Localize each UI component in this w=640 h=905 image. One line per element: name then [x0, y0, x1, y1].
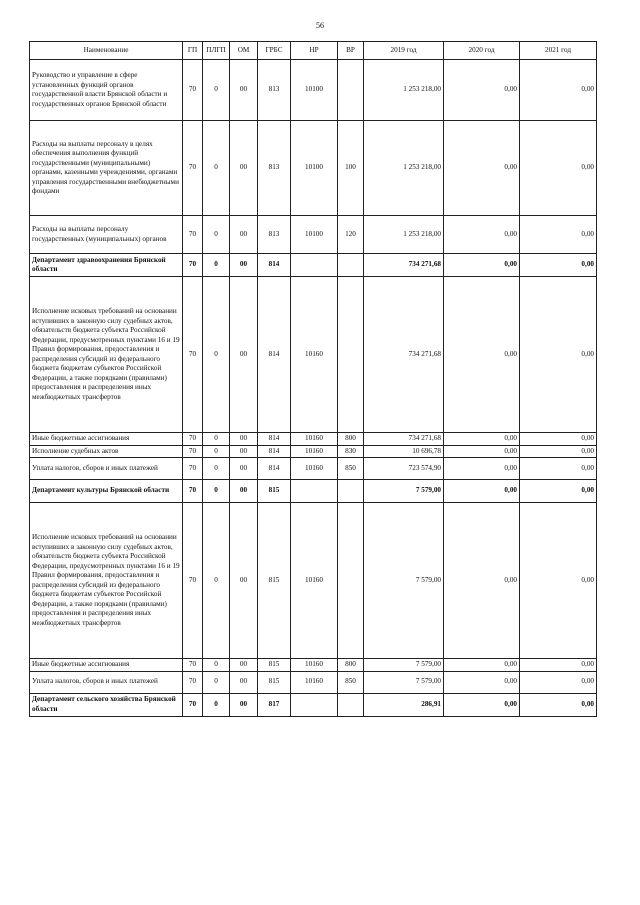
row-plgp: 0: [203, 659, 230, 672]
row-plgp: 0: [203, 433, 230, 446]
row-nr: 10100: [291, 60, 338, 121]
row-grbs: 814: [258, 254, 291, 277]
table-row: [30, 216, 597, 254]
row-vr: 120: [338, 216, 364, 254]
row-2021: 0,00: [520, 254, 597, 277]
row-om: 00: [230, 277, 258, 433]
row-nr: [291, 254, 338, 277]
row-nr: 10160: [291, 659, 338, 672]
table-row: [30, 659, 597, 672]
table-row: [30, 671, 597, 693]
row-nr: 10160: [291, 445, 338, 458]
table-row: [30, 693, 597, 716]
row-gp: 70: [183, 458, 203, 480]
row-2020: 0,00: [444, 458, 520, 480]
row-2021: 0,00: [520, 216, 597, 254]
row-2019: 7 579,00: [364, 503, 444, 659]
header-name: Наименование: [30, 42, 183, 60]
row-vr: 800: [338, 433, 364, 446]
row-nr: 10160: [291, 671, 338, 693]
row-name: Департамент сельского хозяйства Брянской области: [30, 693, 183, 716]
row-name: Расходы на выплаты персоналу государственных (муниципальных) органов: [30, 216, 183, 254]
row-gp: 70: [183, 277, 203, 433]
row-vr: 850: [338, 671, 364, 693]
row-grbs: 813: [258, 60, 291, 121]
row-plgp: 0: [203, 671, 230, 693]
row-om: 00: [230, 503, 258, 659]
row-gp: 70: [183, 693, 203, 716]
row-grbs: 817: [258, 693, 291, 716]
row-grbs: 814: [258, 277, 291, 433]
row-plgp: 0: [203, 60, 230, 121]
row-gp: 70: [183, 503, 203, 659]
row-2019: 1 253 218,00: [364, 60, 444, 121]
row-2021: 0,00: [520, 693, 597, 716]
row-plgp: 0: [203, 121, 230, 216]
row-2021: 0,00: [520, 659, 597, 672]
header-plgp: ПЛГП: [203, 42, 230, 60]
budget-table: [29, 41, 597, 717]
row-2021: 0,00: [520, 445, 597, 458]
row-plgp: 0: [203, 254, 230, 277]
table-row: [30, 60, 597, 121]
row-nr: 10160: [291, 433, 338, 446]
row-nr: 10160: [291, 277, 338, 433]
row-om: 00: [230, 458, 258, 480]
row-nr: 10160: [291, 458, 338, 480]
row-2020: 0,00: [444, 503, 520, 659]
row-name: Исполнение исковых требований на основании вступивших в законную силу судебных актов, обязательств бюджета субъекта Российской Федерации, предусмотренных пунктами 16 и 19 Правил формирования, предоставления и распределения субсидий из федерального бюджета бюджетам субъектов Российской Федерации, а также порядками (правилами) предоставления и распределения иных межбюджетных трансфертов: [30, 277, 183, 433]
row-2019: 734 271,68: [364, 433, 444, 446]
row-2020: 0,00: [444, 254, 520, 277]
row-gp: 70: [183, 659, 203, 672]
row-2020: 0,00: [444, 693, 520, 716]
row-plgp: 0: [203, 693, 230, 716]
row-vr: 850: [338, 458, 364, 480]
row-2020: 0,00: [444, 277, 520, 433]
row-name: Иные бюджетные ассигнования: [30, 433, 183, 446]
row-gp: 70: [183, 254, 203, 277]
row-om: 00: [230, 121, 258, 216]
row-2020: 0,00: [444, 671, 520, 693]
row-om: 00: [230, 480, 258, 503]
row-gp: 70: [183, 216, 203, 254]
row-nr: 10100: [291, 121, 338, 216]
row-2019: 1 253 218,00: [364, 121, 444, 216]
row-nr: [291, 693, 338, 716]
row-grbs: 814: [258, 433, 291, 446]
row-plgp: 0: [203, 277, 230, 433]
row-vr: [338, 277, 364, 433]
row-om: 00: [230, 60, 258, 121]
row-2021: 0,00: [520, 480, 597, 503]
row-plgp: 0: [203, 503, 230, 659]
row-grbs: 815: [258, 480, 291, 503]
table-row: [30, 458, 597, 480]
row-om: 00: [230, 216, 258, 254]
row-gp: 70: [183, 60, 203, 121]
row-2019: 723 574,90: [364, 458, 444, 480]
row-nr: 10160: [291, 503, 338, 659]
row-plgp: 0: [203, 445, 230, 458]
row-vr: [338, 693, 364, 716]
header-nr: НР: [291, 42, 338, 60]
row-vr: 800: [338, 659, 364, 672]
row-2021: 0,00: [520, 60, 597, 121]
row-2021: 0,00: [520, 121, 597, 216]
table-row: [30, 433, 597, 446]
row-2020: 0,00: [444, 60, 520, 121]
row-2019: 7 579,00: [364, 671, 444, 693]
row-name: Руководство и управление в сфере установленных функций органов государственной власти Брянской области и государственных органов Брянской области: [30, 60, 183, 121]
row-om: 00: [230, 659, 258, 672]
row-2020: 0,00: [444, 433, 520, 446]
row-gp: 70: [183, 445, 203, 458]
row-2020: 0,00: [444, 121, 520, 216]
row-vr: [338, 254, 364, 277]
row-gp: 70: [183, 671, 203, 693]
table-header-row: [30, 42, 597, 60]
page-number: 56: [316, 21, 324, 30]
row-2019: 286,91: [364, 693, 444, 716]
row-2019: 7 579,00: [364, 480, 444, 503]
row-grbs: 814: [258, 458, 291, 480]
row-2021: 0,00: [520, 503, 597, 659]
row-om: 00: [230, 445, 258, 458]
row-2021: 0,00: [520, 277, 597, 433]
row-2021: 0,00: [520, 671, 597, 693]
row-nr: [291, 480, 338, 503]
row-name: Департамент здравоохранения Брянской области: [30, 254, 183, 277]
row-2020: 0,00: [444, 480, 520, 503]
row-2020: 0,00: [444, 216, 520, 254]
row-name: Исполнение исковых требований на основании вступивших в законную силу судебных актов, обязательств бюджета субъекта Российской Федерации, предусмотренных пунктами 16 и 19 Правил формирования, предоставления и распределения субсидий из федерального бюджета бюджетам субъектов Российской Федерации, а также порядками (правилами) предоставления и распределения иных межбюджетных трансфертов: [30, 503, 183, 659]
row-2021: 0,00: [520, 458, 597, 480]
table-row: [30, 121, 597, 216]
row-om: 00: [230, 433, 258, 446]
row-grbs: 815: [258, 659, 291, 672]
table-row: [30, 277, 597, 433]
row-2019: 1 253 218,00: [364, 216, 444, 254]
row-2019: 734 271,68: [364, 254, 444, 277]
row-name: Уплата налогов, сборов и иных платежей: [30, 458, 183, 480]
row-2019: 10 696,78: [364, 445, 444, 458]
header-grbs: ГРБС: [258, 42, 291, 60]
row-grbs: 813: [258, 121, 291, 216]
row-2020: 0,00: [444, 659, 520, 672]
row-om: 00: [230, 254, 258, 277]
row-grbs: 815: [258, 503, 291, 659]
header-2021: 2021 год: [520, 42, 597, 60]
row-grbs: 814: [258, 445, 291, 458]
row-gp: 70: [183, 121, 203, 216]
row-name: Иные бюджетные ассигнования: [30, 659, 183, 672]
row-2020: 0,00: [444, 445, 520, 458]
row-2019: 7 579,00: [364, 659, 444, 672]
table-row: [30, 480, 597, 503]
table-row: [30, 503, 597, 659]
header-2020: 2020 год: [444, 42, 520, 60]
row-name: Департамент культуры Брянской области: [30, 480, 183, 503]
row-grbs: 815: [258, 671, 291, 693]
row-2019: 734 271,68: [364, 277, 444, 433]
row-vr: [338, 503, 364, 659]
table-row: [30, 445, 597, 458]
row-plgp: 0: [203, 458, 230, 480]
row-plgp: 0: [203, 480, 230, 503]
row-gp: 70: [183, 433, 203, 446]
table-row: [30, 254, 597, 277]
row-name: Расходы на выплаты персоналу в целях обеспечения выполнения функций государственными (муниципальными) органами, казенными учреждениями, органами управления государственными внебюджетными фондами: [30, 121, 183, 216]
row-vr: 100: [338, 121, 364, 216]
row-vr: [338, 480, 364, 503]
row-om: 00: [230, 671, 258, 693]
header-om: ОМ: [230, 42, 258, 60]
header-2019: 2019 год: [364, 42, 444, 60]
row-grbs: 813: [258, 216, 291, 254]
header-vr: ВР: [338, 42, 364, 60]
row-2021: 0,00: [520, 433, 597, 446]
row-vr: [338, 60, 364, 121]
row-om: 00: [230, 693, 258, 716]
row-gp: 70: [183, 480, 203, 503]
header-gp: ГП: [183, 42, 203, 60]
row-nr: 10100: [291, 216, 338, 254]
row-plgp: 0: [203, 216, 230, 254]
row-name: Исполнение судебных актов: [30, 445, 183, 458]
row-vr: 830: [338, 445, 364, 458]
row-name: Уплата налогов, сборов и иных платежей: [30, 671, 183, 693]
